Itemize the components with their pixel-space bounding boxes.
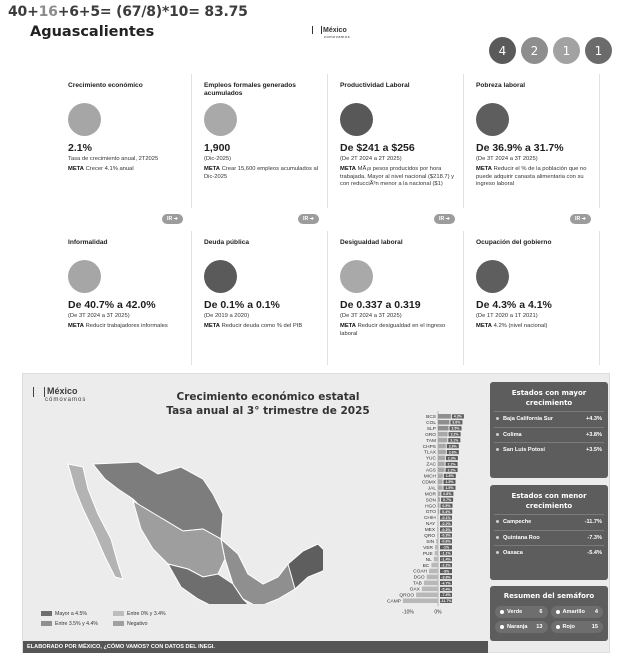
- status-circle-icon: [476, 103, 509, 136]
- value-label: -4.7%: [441, 581, 451, 586]
- category-label: COAH: [413, 569, 427, 575]
- card-crecimiento: [60, 74, 192, 222]
- card-meta: META Reducir deuda como % del PIB: [204, 323, 303, 329]
- ir-button[interactable]: IR ➔: [298, 214, 319, 224]
- legend-item: Entre 3.5% y 4.4%: [41, 621, 98, 627]
- card-deuda: [196, 231, 328, 365]
- card-subtitle: (De 3T 2024 a 3T 2025): [476, 156, 538, 162]
- panel-top-growth: [490, 382, 608, 478]
- category-label: COL: [426, 420, 436, 426]
- value-label: 3.5%: [451, 426, 460, 431]
- category-label: GRO: [425, 432, 436, 438]
- status-circle-icon: [204, 260, 237, 293]
- category-label: JAL: [427, 486, 436, 492]
- bar-slp: [438, 426, 449, 431]
- card-title: Desigualdad laboral: [340, 239, 403, 246]
- card-title: Pobreza laboral: [476, 82, 526, 89]
- value-label: 0.4%: [442, 509, 451, 514]
- card-subtitle: (De 2T 2024 a 2T 2025): [340, 156, 402, 162]
- category-label: TLAX: [424, 450, 436, 456]
- category-label: SIN: [426, 539, 435, 545]
- bar-nl: [434, 557, 438, 562]
- value-label: 0.7%: [442, 498, 452, 502]
- category-label: VER: [423, 545, 433, 551]
- category-label: ZAC: [426, 462, 436, 468]
- bar-chih: [438, 515, 439, 520]
- category-label: BC: [422, 563, 430, 569]
- card-desigualdad: [332, 231, 464, 365]
- card-title: Empleos formales generados acumulados: [204, 82, 296, 97]
- bar-qroo: [416, 593, 438, 598]
- pill-verde: 4: [489, 37, 516, 64]
- semaforo-verde: Verde 6: [495, 606, 548, 618]
- status-circle-icon: [476, 260, 509, 293]
- bar-cdmx: [438, 479, 443, 484]
- card-meta: META 4.2% (nivel nacional): [476, 323, 548, 329]
- value-label: 2.6%: [448, 450, 457, 455]
- bar-tlax: [438, 450, 446, 455]
- category-label: DGO: [413, 575, 425, 581]
- card-meta: META Reducir trabajadores informales: [68, 323, 168, 329]
- bar-chps: [438, 444, 446, 449]
- category-label: TAB: [412, 581, 422, 587]
- category-label: NAY: [425, 522, 436, 528]
- value-label: 3.8%: [452, 420, 461, 425]
- bar-coah: [429, 569, 438, 574]
- bar-mex: [437, 527, 438, 532]
- ir-button[interactable]: IR ➔: [570, 214, 591, 224]
- card-meta: META MÃ¡s pesos producidos por hora trabajada. Mayor al nivel nacional ($218.7) y con reducciÃ³n menor a la nacional ($1): [340, 166, 455, 188]
- logo-bars-icon: [312, 26, 322, 34]
- legend-item: Negativo: [113, 621, 147, 627]
- card-value: De 0.1% a 0.1%: [204, 299, 280, 311]
- category-label: BCS: [426, 415, 436, 420]
- value-label: -1.4%: [441, 557, 451, 562]
- value-label: 0.5%: [442, 503, 451, 508]
- card-title: Deuda pública: [204, 239, 250, 246]
- card-title: Informalidad: [68, 239, 108, 246]
- indicator-grid: [60, 74, 605, 342]
- category-label: PUE: [422, 551, 433, 557]
- bar-tab: [424, 581, 438, 586]
- semaforo-naranja: Naranja 13: [495, 621, 548, 633]
- bar-bcs: [438, 414, 451, 419]
- category-label: QRO: [424, 534, 436, 539]
- category-label: QROO: [399, 593, 415, 599]
- card-subtitle: (De 3T 2024 a 3T 2025): [340, 313, 402, 319]
- list-item: Colima +3.8%: [494, 427, 604, 443]
- bar-gro: [438, 432, 448, 437]
- panel-title: Estados con menor crecimiento: [511, 492, 587, 510]
- card-subtitle: (De 2019 a 2020): [204, 313, 250, 319]
- card-empleos: [196, 74, 328, 222]
- pill-amarillo: 2: [521, 37, 548, 64]
- category-label: OAX: [409, 587, 420, 593]
- value-label: 2.2%: [447, 468, 456, 473]
- value-label: 1.5%: [445, 486, 454, 491]
- card-meta: META Crear 15,600 empleos acumulados al Dic-2025: [204, 166, 318, 180]
- card-meta: META Reducir el % de la población que no puede adquirir canasta alimentaria con su ingreso laboral: [476, 166, 587, 188]
- value-label: -0.2%: [441, 521, 451, 526]
- card-title: Crecimiento económico: [68, 82, 143, 89]
- semaforo-amarillo: Amarillo 4: [551, 606, 604, 618]
- panel-low-growth: [490, 485, 608, 580]
- bar-col: [438, 420, 449, 425]
- value-label: 1.6%: [445, 474, 454, 479]
- category-label: CHPS: [422, 444, 436, 450]
- value-label: -0.3%: [441, 527, 451, 532]
- bar-dgo: [427, 575, 438, 580]
- card-subtitle: (De 3T 2024 a 3T 2025): [68, 313, 130, 319]
- legend-item: Entre 0% y 3.4%: [113, 611, 166, 617]
- mexico-como-vamos-logo: México cómovamos: [312, 26, 350, 39]
- state-title: Aguascalientes: [30, 24, 155, 40]
- card-ocupacion: [468, 231, 600, 365]
- infographic-brand: México cómovamos: [33, 386, 86, 403]
- value-label: -11.7%: [440, 599, 452, 604]
- category-label: MICH: [423, 474, 436, 480]
- bar-mich: [438, 474, 443, 479]
- category-label: CDMX: [421, 480, 436, 486]
- pill-naranja: 1: [553, 37, 580, 64]
- value-label: 2.6%: [448, 444, 457, 449]
- value-label: 3.1%: [450, 438, 459, 443]
- card-subtitle: Tasa de crecimiento anual, 2T2025: [68, 156, 159, 162]
- card-value: De 4.3% a 4.1%: [476, 299, 552, 311]
- value-label: 3.2%: [450, 432, 459, 437]
- ir-button[interactable]: IR ➔: [162, 214, 183, 224]
- semaforo-rojo: Rojo 15: [551, 621, 604, 633]
- value-label: -0.3%: [441, 533, 451, 538]
- category-label: SLP: [426, 426, 436, 432]
- category-label: MOR: [424, 492, 436, 498]
- value-label: -1%: [442, 545, 450, 550]
- card-value: 2.1%: [68, 142, 92, 154]
- category-label: TAM: [426, 438, 436, 444]
- bar-bc: [431, 563, 438, 568]
- category-label: GTO: [425, 510, 436, 516]
- semaforo-pills: [489, 37, 612, 64]
- bar-jal: [438, 485, 443, 490]
- panel-title: Resumen del semáforo: [503, 592, 595, 600]
- list-item: San Luis Potosí +3.5%: [494, 442, 604, 458]
- bar-ver: [435, 545, 438, 550]
- infographic-footer: ELABORADO POR MÉXICO, ¿CÓMO VAMOS? CON DATOS DEL INEGI.: [23, 641, 488, 653]
- value-label: 4.3%: [453, 414, 463, 419]
- card-value: 1,900: [204, 142, 231, 154]
- bar-ags: [438, 468, 445, 473]
- category-label: SON: [425, 498, 436, 504]
- status-circle-icon: [68, 260, 101, 293]
- bar-son: [438, 497, 440, 502]
- panel-semaforo: [490, 586, 608, 641]
- category-label: AGS: [425, 468, 436, 474]
- bar-sin: [436, 539, 438, 544]
- value-label: -2.2%: [441, 563, 451, 568]
- list-item: Quintana Roo -7.3%: [494, 530, 604, 546]
- card-productividad: [332, 74, 464, 222]
- card-subtitle: (Dic-2025): [204, 156, 232, 162]
- value-label: -3.8%: [441, 575, 451, 580]
- legend-item: Mayor a 4.5%: [41, 611, 87, 617]
- category-label: YUC: [425, 456, 436, 462]
- value-label: -1.1%: [441, 551, 451, 556]
- category-label: HGO: [425, 504, 436, 510]
- category-label: NL: [425, 557, 432, 563]
- bar-gto: [438, 509, 439, 514]
- card-title: Ocupación del gobierno: [476, 239, 552, 246]
- card-informalidad: [60, 231, 192, 365]
- list-item: Campeche -11.7%: [494, 514, 604, 530]
- card-value: De 36.9% a 31.7%: [476, 142, 564, 154]
- card-title: Productividad Laboral: [340, 82, 410, 89]
- card-pobreza: [468, 74, 600, 222]
- score-formula: 40+16+6+5= (67/8)*10= 83.75: [8, 4, 248, 20]
- list-item: Oaxaca -5.4%: [494, 545, 604, 561]
- value-label: -7.3%: [441, 593, 451, 598]
- card-value: De $241 a $256: [340, 142, 415, 154]
- state-growth-chart: [23, 374, 488, 639]
- infographic: [22, 373, 610, 653]
- ir-button[interactable]: IR ➔: [434, 214, 455, 224]
- infographic-title: Crecimiento económico estatal Tasa anual al 3° trimestre de 2025: [166, 391, 370, 417]
- category-label: CHIH: [423, 516, 436, 522]
- status-circle-icon: [340, 260, 373, 293]
- value-label: -0.6%: [441, 539, 451, 544]
- bar-camp: [403, 598, 438, 603]
- bar-hgo: [438, 503, 440, 508]
- value-label: 0.8%: [443, 492, 452, 497]
- bar-mor: [438, 491, 440, 496]
- category-label: MEX: [424, 528, 436, 534]
- bar-tam: [438, 438, 447, 443]
- x-tick-label: -10%: [402, 609, 414, 616]
- status-circle-icon: [68, 103, 101, 136]
- category-label: CAMP: [387, 599, 401, 605]
- panel-title: Estados con mayor crecimiento: [511, 389, 587, 407]
- x-tick-label: 0%: [434, 609, 442, 616]
- value-label: 2.3%: [447, 456, 457, 461]
- pill-rojo: 1: [585, 37, 612, 64]
- card-meta: META Reducir desigualdad en el ingreso laboral: [340, 323, 446, 337]
- status-circle-icon: [340, 103, 373, 136]
- value-label: -5.4%: [441, 587, 451, 592]
- bar-pue: [435, 551, 438, 556]
- bar-nay: [437, 521, 438, 526]
- card-meta: META Crecer 4.1% anual: [68, 166, 134, 172]
- list-item: Baja California Sur +4.3%: [494, 411, 604, 427]
- value-label: 1.5%: [445, 480, 454, 485]
- bar-yuc: [438, 456, 445, 461]
- card-value: De 0.337 a 0.319: [340, 299, 421, 311]
- status-circle-icon: [204, 103, 237, 136]
- value-label: -0.1%: [441, 515, 451, 520]
- card-subtitle: (De 1T 2020 a 1T 2021): [476, 313, 538, 319]
- bar-qro: [437, 533, 438, 538]
- card-value: De 40.7% a 42.0%: [68, 299, 156, 311]
- bar-oax: [422, 587, 438, 592]
- value-label: 2.2%: [447, 462, 456, 467]
- bar-zac: [438, 462, 445, 467]
- value-label: -3%: [442, 569, 450, 574]
